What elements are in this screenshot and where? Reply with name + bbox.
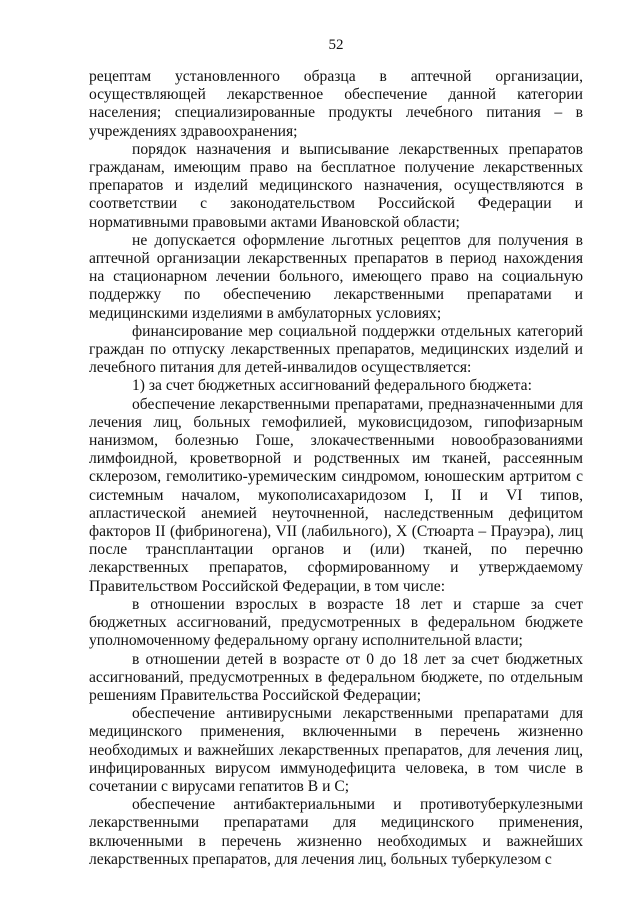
paragraph: финансирование мер социальной поддержки отдельных категорий граждан по отпуску лекарственных препаратов, медицинских изделий и лечебного питания для детей-инвалидов осуществляется: <box>89 322 583 377</box>
paragraph: обеспечение антивирусными лекарственными препаратами для медицинского применения, включенными в перечень жизненно необходимых и важнейших лекарственных препаратов, для лечения лиц, инфицированных вирусом иммунодефицита человека, в том числе в сочетании с вирусами гепатитов B и C; <box>89 705 583 795</box>
paragraph: обеспечение лекарственными препаратами, предназначенными для лечения лиц, больных гемофилией, муковисцидозом, гипофизарным нанизмом, болезнью Гоше, злокачественными новообразованиями лимфоидной, кроветворной и родственных им тканей, рассеянным склерозом, гемолитико-уремическим синдромом, юношеским артритом с системным началом, мукополисахаридозом I, II и VI типов, апластической анемией неуточненной, наследственным дефицитом факторов II (фибриногена), VII (лабильного), X (Стюарта – Прауэра), лиц после трансплантации органов и (или) тканей, по перечню лекарственных препаратов, сформированному и утверждаемому Правительством Российской Федерации, в том числе: <box>89 395 583 595</box>
paragraph: 1) за счет бюджетных ассигнований федерального бюджета: <box>132 377 532 395</box>
paragraph: обеспечение антибактериальными и противотуберкулезными лекарственными препаратами для медицинского применения, включенными в перечень жизненно необходимых и важнейших лекарственных препаратов, для лечения лиц, больных туберкулезом с <box>89 796 583 868</box>
paragraph: рецептам установленного образца в аптечной организации, осуществляющей лекарственное обеспечение данной категории населения; специализированные продукты лечебного питания – в учреждениях здравоохранения; <box>89 68 583 140</box>
page-number: 52 <box>328 37 344 53</box>
paragraph: порядок назначения и выписывание лекарственных препаратов гражданам, имеющим право на бесплатное получение лекарственных препаратов и изделий медицинского назначения, осуществляются в соответствии с законодательством Российской Федерации и нормативными правовыми актами Ивановской области; <box>89 140 583 231</box>
paragraph: в отношении детей в возрасте от 0 до 18 лет за счет бюджетных ассигнований, предусмотренных в федеральном бюджете, по отдельным решениям Правительства Российской Федерации; <box>89 650 583 704</box>
paragraph: не допускается оформление льготных рецептов для получения в аптечной организации лекарственных препаратов в период нахождения на стационарном лечении больного, имеющего право на социальную поддержку по обеспечению лекарственными препаратами и медицинскими изделиями в амбулаторных условиях; <box>89 231 583 322</box>
document-body <box>89 68 583 869</box>
paragraph: в отношении взрослых в возрасте 18 лет и старше за счет бюджетных ассигнований, предусмотренных в федеральном бюджете уполномоченному федеральному органу исполнительной власти; <box>89 595 583 650</box>
